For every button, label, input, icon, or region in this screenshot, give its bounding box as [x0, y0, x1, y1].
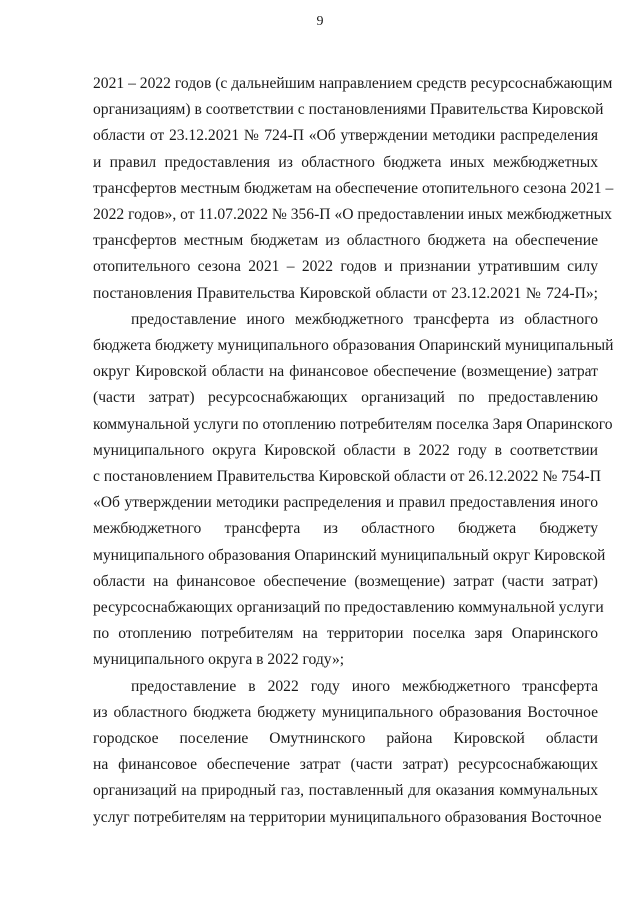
text-line: постановления Правительства Кировской области от 23.12.2021 № 724-П»; [93, 284, 598, 302]
paragraph-3 [93, 674, 602, 831]
text-line: отопительного сезона 2021 – 2022 годов и признании утратившим силу [93, 258, 598, 276]
text-line: муниципального округа в 2022 году»; [93, 651, 345, 669]
text-line: по отоплению потребителям на территории поселка заря Опаринского [93, 625, 598, 643]
text-line: трансфертов местным бюджетам на обеспечение отопительного сезона 2021 – [93, 179, 614, 197]
text-line: области на финансовое обеспечение (возмещение) затрат (части затрат) [93, 572, 598, 590]
text-line: «Об утверждении методики распределения и правил предоставления иного [93, 494, 598, 512]
text-line: услуг потребителям на территории муниципального образования Восточное [93, 808, 602, 826]
text-line: и правил предоставления из областного бюджета иных межбюджетных [93, 153, 598, 171]
text-line: из областного бюджета бюджету муниципального образования Восточное [93, 703, 598, 721]
text-line: муниципального образования Опаринский муниципальный округ Кировской [93, 546, 606, 564]
paragraph-2 [93, 307, 614, 674]
text-line: ресурсоснабжающих организаций по предоставлению коммунальной услуги [93, 599, 604, 617]
page-number: 9 [316, 14, 324, 29]
text-line: с постановлением Правительства Кировской области от 26.12.2022 № 754-П [93, 468, 601, 486]
text-line: муниципального округа Кировской области в 2022 году в соответствии [93, 441, 598, 459]
text-line: предоставление в 2022 году иного межбюджетного трансферта [131, 677, 598, 695]
text-line: округ Кировской области на финансовое обеспечение (возмещение) затрат [93, 363, 598, 381]
text-line: области от 23.12.2021 № 724-П «Об утверждении методики распределения [93, 127, 598, 145]
text-line: (части затрат) ресурсоснабжающих организаций по предоставлению [93, 389, 598, 407]
text-line: трансфертов местным бюджетам из областного бюджета на обеспечение [93, 232, 598, 250]
text-line: организациям) в соответствии с постановлениями Правительства Кировской [93, 101, 604, 119]
text-line: городское поселение Омутнинского района Кировской области [93, 730, 598, 748]
document-body [93, 71, 614, 831]
text-line: коммунальной услуги по отоплению потребителям поселка Заря Опаринского [93, 415, 613, 433]
text-line: организаций на природный газ, поставленный для оказания коммунальных [93, 782, 598, 800]
text-line: межбюджетного трансферта из областного бюджета бюджету [93, 520, 598, 538]
text-line: предоставление иного межбюджетного трансферта из областного [131, 310, 598, 328]
text-line: 2022 годов», от 11.07.2022 № 356-П «О предоставлении иных межбюджетных [93, 206, 612, 224]
paragraph-1 [93, 71, 614, 307]
text-line: бюджета бюджету муниципального образования Опаринский муниципальный [93, 337, 614, 355]
text-line: на финансовое обеспечение затрат (части затрат) ресурсоснабжающих [93, 756, 598, 774]
text-line: 2021 – 2022 годов (с дальнейшим направлением средств ресурсоснабжающим [93, 75, 613, 92]
